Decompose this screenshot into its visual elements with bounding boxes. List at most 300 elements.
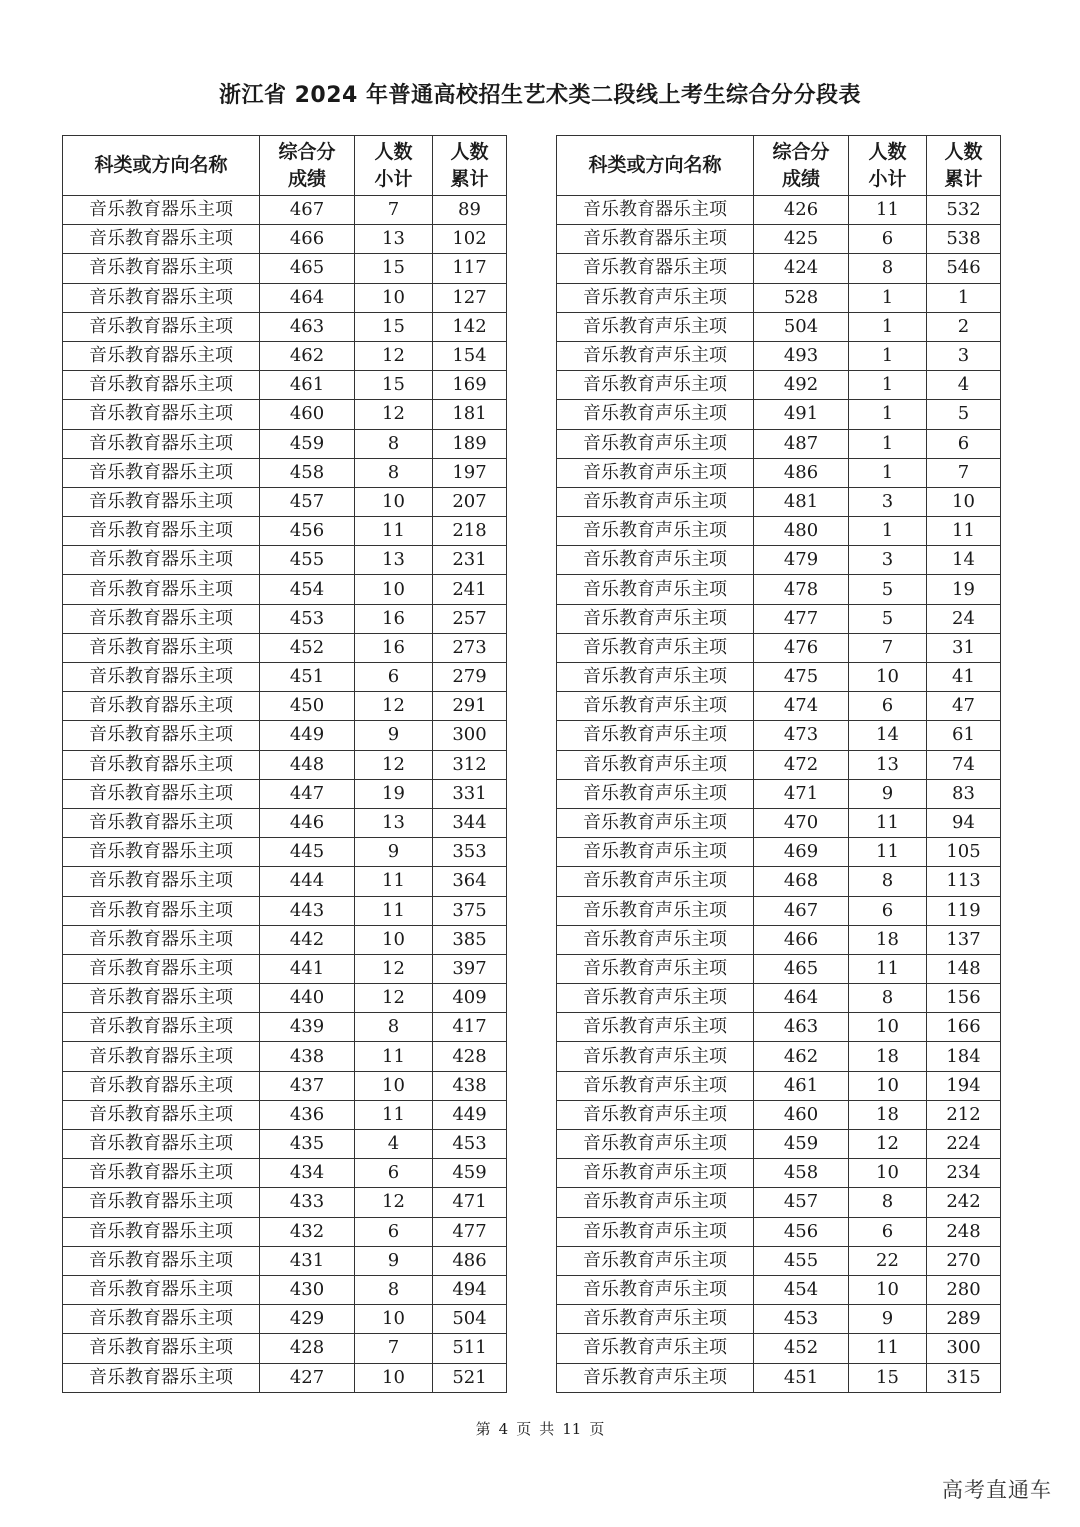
cell-score: 434	[260, 1159, 355, 1188]
cell-score: 443	[260, 896, 355, 925]
cell-score: 428	[260, 1334, 355, 1363]
cell-count: 10	[355, 283, 433, 312]
table-row	[557, 283, 1001, 312]
cell-name: 音乐教育器乐主项	[63, 487, 260, 516]
cell-score: 456	[754, 1217, 849, 1246]
header-cumulative	[927, 136, 1001, 196]
cell-score: 427	[260, 1363, 355, 1392]
cell-name: 音乐教育声乐主项	[557, 371, 754, 400]
cell-count: 1	[849, 341, 927, 370]
cell-score: 454	[754, 1275, 849, 1304]
cell-count: 12	[355, 400, 433, 429]
table-row	[557, 312, 1001, 341]
cell-cumulative: 2	[927, 312, 1001, 341]
table-row	[63, 779, 507, 808]
cell-cumulative: 4	[927, 371, 1001, 400]
table-row	[63, 1130, 507, 1159]
cell-count: 10	[355, 925, 433, 954]
cell-cumulative: 142	[433, 312, 507, 341]
cell-score: 461	[754, 1071, 849, 1100]
cell-name: 音乐教育器乐主项	[63, 1130, 260, 1159]
cell-name: 音乐教育器乐主项	[63, 458, 260, 487]
cell-count: 8	[355, 429, 433, 458]
header-score-line2: 成绩	[781, 167, 820, 190]
cell-name: 音乐教育器乐主项	[63, 1100, 260, 1129]
cell-score: 441	[260, 954, 355, 983]
cell-cumulative: 248	[927, 1217, 1001, 1246]
cell-count: 3	[849, 546, 927, 575]
cell-name: 音乐教育声乐主项	[557, 312, 754, 341]
cell-name: 音乐教育器乐主项	[63, 1159, 260, 1188]
cell-score: 458	[754, 1159, 849, 1188]
header-count-line1: 人数	[868, 140, 907, 163]
cell-count: 7	[849, 633, 927, 662]
cell-cumulative: 218	[433, 517, 507, 546]
cell-name: 音乐教育声乐主项	[557, 721, 754, 750]
cell-cumulative: 331	[433, 779, 507, 808]
cell-name: 音乐教育器乐主项	[63, 400, 260, 429]
cell-cumulative: 207	[433, 487, 507, 516]
cell-cumulative: 31	[927, 633, 1001, 662]
cell-cumulative: 113	[927, 867, 1001, 896]
table-row	[63, 575, 507, 604]
cell-name: 音乐教育器乐主项	[63, 663, 260, 692]
cell-cumulative: 117	[433, 254, 507, 283]
cell-cumulative: 6	[927, 429, 1001, 458]
table-row	[63, 400, 507, 429]
table-row	[63, 1217, 507, 1246]
cell-name: 音乐教育声乐主项	[557, 575, 754, 604]
table-row	[63, 1100, 507, 1129]
cell-score: 454	[260, 575, 355, 604]
table-row	[557, 750, 1001, 779]
cell-name: 音乐教育器乐主项	[557, 254, 754, 283]
cell-count: 9	[355, 1246, 433, 1275]
cell-name: 音乐教育器乐主项	[63, 429, 260, 458]
cell-count: 19	[355, 779, 433, 808]
cell-score: 425	[754, 225, 849, 254]
cell-cumulative: 494	[433, 1275, 507, 1304]
cell-name: 音乐教育声乐主项	[557, 400, 754, 429]
cell-count: 1	[849, 371, 927, 400]
page-footer	[0, 1418, 1080, 1439]
cell-cumulative: 197	[433, 458, 507, 487]
cell-score: 464	[754, 984, 849, 1013]
table-row	[63, 1334, 507, 1363]
cell-name: 音乐教育器乐主项	[63, 517, 260, 546]
table-row	[63, 371, 507, 400]
cell-name: 音乐教育声乐主项	[557, 1217, 754, 1246]
table-row	[557, 779, 1001, 808]
cell-name: 音乐教育器乐主项	[63, 1246, 260, 1275]
table-row	[557, 487, 1001, 516]
cell-name: 音乐教育器乐主项	[63, 371, 260, 400]
cell-count: 18	[849, 1100, 927, 1129]
cell-score: 467	[260, 196, 355, 225]
cell-score: 446	[260, 808, 355, 837]
table-row	[63, 546, 507, 575]
cell-score: 437	[260, 1071, 355, 1100]
cell-score: 468	[754, 867, 849, 896]
table-row	[557, 1100, 1001, 1129]
cell-name: 音乐教育声乐主项	[557, 1334, 754, 1363]
cell-score: 432	[260, 1217, 355, 1246]
table-row	[63, 954, 507, 983]
table-row	[63, 984, 507, 1013]
cell-count: 10	[849, 1071, 927, 1100]
cell-cumulative: 127	[433, 283, 507, 312]
cell-name: 音乐教育声乐主项	[557, 750, 754, 779]
cell-count: 6	[355, 1217, 433, 1246]
table-row	[557, 1188, 1001, 1217]
cell-count: 6	[849, 1217, 927, 1246]
cell-count: 15	[355, 371, 433, 400]
cell-cumulative: 105	[927, 838, 1001, 867]
cell-name: 音乐教育器乐主项	[63, 867, 260, 896]
cell-score: 471	[754, 779, 849, 808]
cell-score: 467	[754, 896, 849, 925]
cell-cumulative: 102	[433, 225, 507, 254]
cell-count: 22	[849, 1246, 927, 1275]
table-row	[557, 838, 1001, 867]
cell-cumulative: 279	[433, 663, 507, 692]
cell-name: 音乐教育声乐主项	[557, 896, 754, 925]
cell-name: 音乐教育器乐主项	[63, 925, 260, 954]
cell-name: 音乐教育声乐主项	[557, 1100, 754, 1129]
cell-score: 460	[260, 400, 355, 429]
table-row	[63, 633, 507, 662]
cell-name: 音乐教育声乐主项	[557, 546, 754, 575]
cell-cumulative: 119	[927, 896, 1001, 925]
table-row	[557, 1305, 1001, 1334]
cell-score: 472	[754, 750, 849, 779]
cell-cumulative: 234	[927, 1159, 1001, 1188]
cell-cumulative: 300	[433, 721, 507, 750]
cell-count: 16	[355, 633, 433, 662]
cell-score: 459	[260, 429, 355, 458]
cell-count: 1	[849, 312, 927, 341]
cell-count: 11	[849, 838, 927, 867]
cell-score: 455	[754, 1246, 849, 1275]
cell-count: 6	[355, 1159, 433, 1188]
cell-score: 481	[754, 487, 849, 516]
cell-score: 457	[260, 487, 355, 516]
cell-cumulative: 5	[927, 400, 1001, 429]
cell-name: 音乐教育声乐主项	[557, 1363, 754, 1392]
table-row	[557, 1275, 1001, 1304]
cell-score: 462	[754, 1042, 849, 1071]
cell-cumulative: 1	[927, 283, 1001, 312]
cell-name: 音乐教育器乐主项	[63, 1071, 260, 1100]
cell-cumulative: 47	[927, 692, 1001, 721]
cell-cumulative: 453	[433, 1130, 507, 1159]
cell-cumulative: 14	[927, 546, 1001, 575]
cell-name: 音乐教育器乐主项	[63, 604, 260, 633]
table-row	[63, 429, 507, 458]
cell-count: 8	[849, 984, 927, 1013]
cell-cumulative: 385	[433, 925, 507, 954]
cell-score: 456	[260, 517, 355, 546]
cell-count: 12	[355, 341, 433, 370]
table-row	[557, 400, 1001, 429]
cell-score: 465	[260, 254, 355, 283]
cell-count: 8	[849, 867, 927, 896]
cell-cumulative: 532	[927, 196, 1001, 225]
table-row	[557, 604, 1001, 633]
table-row	[557, 1130, 1001, 1159]
header-cum-line2: 累计	[450, 167, 489, 190]
cell-name: 音乐教育器乐主项	[63, 1363, 260, 1392]
cell-score: 473	[754, 721, 849, 750]
header-count-line2: 小计	[868, 167, 907, 190]
table-row	[557, 371, 1001, 400]
cell-cumulative: 89	[433, 196, 507, 225]
cell-score: 475	[754, 663, 849, 692]
cell-count: 13	[355, 546, 433, 575]
cell-name: 音乐教育器乐主项	[63, 779, 260, 808]
cell-cumulative: 438	[433, 1071, 507, 1100]
cell-cumulative: 364	[433, 867, 507, 896]
cell-count: 13	[849, 750, 927, 779]
cell-cumulative: 148	[927, 954, 1001, 983]
table-row	[63, 1071, 507, 1100]
cell-score: 442	[260, 925, 355, 954]
cell-score: 463	[260, 312, 355, 341]
cell-cumulative: 24	[927, 604, 1001, 633]
cell-score: 457	[754, 1188, 849, 1217]
cell-name: 音乐教育器乐主项	[63, 721, 260, 750]
cell-name: 音乐教育声乐主项	[557, 604, 754, 633]
cell-cumulative: 486	[433, 1246, 507, 1275]
header-cum-line1: 人数	[944, 140, 983, 163]
cell-name: 音乐教育器乐主项	[63, 838, 260, 867]
cell-score: 464	[260, 283, 355, 312]
cell-score: 435	[260, 1130, 355, 1159]
cell-cumulative: 546	[927, 254, 1001, 283]
table-row	[557, 225, 1001, 254]
header-score-line1: 综合分	[278, 140, 336, 163]
cell-score: 429	[260, 1305, 355, 1334]
header-count-line1: 人数	[374, 140, 413, 163]
table-row	[63, 1013, 507, 1042]
cell-cumulative: 231	[433, 546, 507, 575]
cell-name: 音乐教育声乐主项	[557, 1246, 754, 1275]
cell-score: 504	[754, 312, 849, 341]
cell-name: 音乐教育声乐主项	[557, 984, 754, 1013]
cell-name: 音乐教育器乐主项	[63, 896, 260, 925]
cell-name: 音乐教育声乐主项	[557, 1013, 754, 1042]
table-row	[557, 1013, 1001, 1042]
cell-cumulative: 11	[927, 517, 1001, 546]
cell-name: 音乐教育声乐主项	[557, 779, 754, 808]
table-row	[63, 225, 507, 254]
cell-name: 音乐教育声乐主项	[557, 1188, 754, 1217]
cell-cumulative: 315	[927, 1363, 1001, 1392]
cell-cumulative: 449	[433, 1100, 507, 1129]
cell-count: 11	[849, 954, 927, 983]
header-score-line1: 综合分	[772, 140, 830, 163]
cell-name: 音乐教育器乐主项	[557, 225, 754, 254]
cell-cumulative: 10	[927, 487, 1001, 516]
cell-name: 音乐教育器乐主项	[63, 254, 260, 283]
cell-score: 452	[260, 633, 355, 662]
cell-count: 8	[849, 254, 927, 283]
cell-score: 433	[260, 1188, 355, 1217]
table-row	[557, 546, 1001, 575]
table-row	[557, 721, 1001, 750]
cell-cumulative: 257	[433, 604, 507, 633]
cell-cumulative: 166	[927, 1013, 1001, 1042]
header-cumulative	[433, 136, 507, 196]
header-count-line2: 小计	[374, 167, 413, 190]
table-row	[63, 867, 507, 896]
cell-score: 478	[754, 575, 849, 604]
cell-count: 9	[849, 1305, 927, 1334]
table-row	[63, 838, 507, 867]
cell-count: 8	[355, 1013, 433, 1042]
table-row	[557, 692, 1001, 721]
cell-count: 1	[849, 458, 927, 487]
cell-count: 6	[355, 663, 433, 692]
cell-count: 8	[355, 1275, 433, 1304]
cell-name: 音乐教育声乐主项	[557, 1130, 754, 1159]
cell-count: 5	[849, 575, 927, 604]
cell-score: 493	[754, 341, 849, 370]
cell-name: 音乐教育器乐主项	[63, 575, 260, 604]
cell-count: 9	[849, 779, 927, 808]
page-title: 浙江省 2024 年普通高校招生艺术类二段线上考生综合分分段表	[218, 83, 862, 108]
header-cum-line2: 累计	[944, 167, 983, 190]
cell-name: 音乐教育器乐主项	[63, 954, 260, 983]
cell-name: 音乐教育声乐主项	[557, 341, 754, 370]
cell-cumulative: 459	[433, 1159, 507, 1188]
cell-score: 451	[260, 663, 355, 692]
cell-score: 465	[754, 954, 849, 983]
cell-count: 8	[849, 1188, 927, 1217]
cell-cumulative: 154	[433, 341, 507, 370]
cell-cumulative: 94	[927, 808, 1001, 837]
cell-count: 9	[355, 838, 433, 867]
table-body-right	[557, 196, 1001, 1393]
cell-name: 音乐教育器乐主项	[63, 1305, 260, 1334]
cell-name: 音乐教育声乐主项	[557, 633, 754, 662]
table-row	[557, 954, 1001, 983]
cell-count: 15	[355, 254, 433, 283]
table-row	[63, 663, 507, 692]
cell-cumulative: 538	[927, 225, 1001, 254]
score-table-left	[62, 135, 507, 1393]
cell-count: 11	[355, 1100, 433, 1129]
table-row	[557, 341, 1001, 370]
cell-score: 450	[260, 692, 355, 721]
cell-score: 487	[754, 429, 849, 458]
cell-cumulative: 477	[433, 1217, 507, 1246]
cell-score: 476	[754, 633, 849, 662]
cell-name: 音乐教育声乐主项	[557, 838, 754, 867]
table-row	[63, 721, 507, 750]
table-row	[63, 341, 507, 370]
cell-score: 448	[260, 750, 355, 779]
table-row	[63, 896, 507, 925]
cell-name: 音乐教育声乐主项	[557, 517, 754, 546]
cell-cumulative: 300	[927, 1334, 1001, 1363]
cell-cumulative: 189	[433, 429, 507, 458]
cell-cumulative: 137	[927, 925, 1001, 954]
cell-cumulative: 344	[433, 808, 507, 837]
cell-cumulative: 41	[927, 663, 1001, 692]
cell-name: 音乐教育声乐主项	[557, 1275, 754, 1304]
cell-name: 音乐教育声乐主项	[557, 808, 754, 837]
cell-name: 音乐教育器乐主项	[63, 341, 260, 370]
table-row	[557, 633, 1001, 662]
cell-count: 7	[355, 1334, 433, 1363]
cell-cumulative: 280	[927, 1275, 1001, 1304]
cell-cumulative: 181	[433, 400, 507, 429]
cell-count: 13	[355, 808, 433, 837]
cell-score: 439	[260, 1013, 355, 1042]
cell-name: 音乐教育器乐主项	[63, 808, 260, 837]
cell-name: 音乐教育器乐主项	[63, 546, 260, 575]
cell-count: 10	[355, 487, 433, 516]
cell-name: 音乐教育声乐主项	[557, 1071, 754, 1100]
cell-score: 445	[260, 838, 355, 867]
cell-cumulative: 353	[433, 838, 507, 867]
table-row	[63, 254, 507, 283]
cell-count: 1	[849, 517, 927, 546]
cell-score: 455	[260, 546, 355, 575]
cell-score: 477	[754, 604, 849, 633]
table-row	[557, 663, 1001, 692]
table-row	[557, 1071, 1001, 1100]
cell-name: 音乐教育器乐主项	[63, 1188, 260, 1217]
cell-score: 447	[260, 779, 355, 808]
cell-cumulative: 61	[927, 721, 1001, 750]
header-count	[355, 136, 433, 196]
table-row	[63, 1188, 507, 1217]
cell-name: 音乐教育声乐主项	[557, 925, 754, 954]
cell-score: 436	[260, 1100, 355, 1129]
table-row	[557, 925, 1001, 954]
cell-name: 音乐教育声乐主项	[557, 458, 754, 487]
cell-count: 10	[355, 575, 433, 604]
cell-name: 音乐教育声乐主项	[557, 283, 754, 312]
table-row	[557, 1363, 1001, 1392]
cell-cumulative: 19	[927, 575, 1001, 604]
cell-count: 15	[355, 312, 433, 341]
cell-count: 11	[849, 196, 927, 225]
header-score	[754, 136, 849, 196]
cell-name: 音乐教育器乐主项	[63, 1275, 260, 1304]
cell-name: 音乐教育器乐主项	[63, 984, 260, 1013]
cell-count: 18	[849, 1042, 927, 1071]
cell-cumulative: 417	[433, 1013, 507, 1042]
table-row	[557, 254, 1001, 283]
cell-name: 音乐教育声乐主项	[557, 692, 754, 721]
table-row	[63, 1246, 507, 1275]
cell-count: 10	[849, 663, 927, 692]
cell-count: 13	[355, 225, 433, 254]
header-name: 科类或方向名称	[63, 136, 260, 196]
table-row	[557, 1334, 1001, 1363]
table-row	[557, 1042, 1001, 1071]
cell-count: 9	[355, 721, 433, 750]
cell-name: 音乐教育器乐主项	[63, 750, 260, 779]
cell-name: 音乐教育器乐主项	[63, 692, 260, 721]
cell-score: 440	[260, 984, 355, 1013]
table-row	[557, 429, 1001, 458]
table-row	[63, 458, 507, 487]
cell-score: 463	[754, 1013, 849, 1042]
